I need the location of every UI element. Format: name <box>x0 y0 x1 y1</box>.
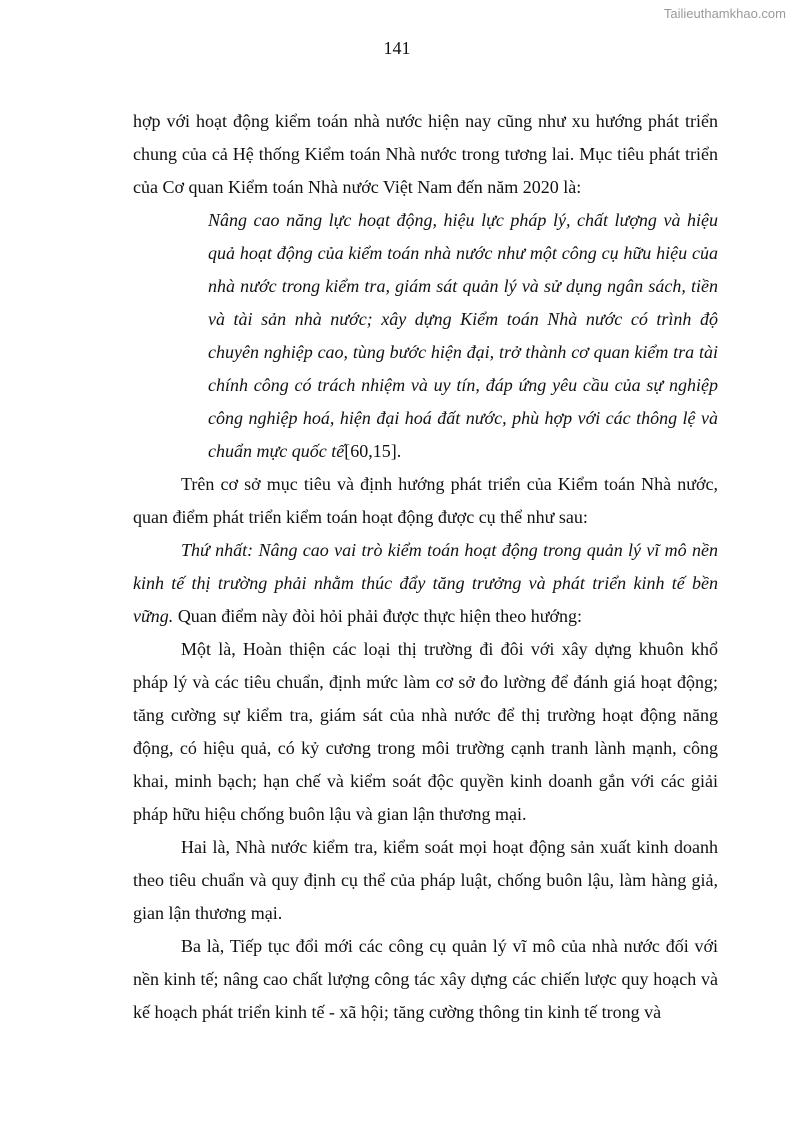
citation-reference: [60,15]. <box>344 441 402 461</box>
block-quote <box>208 204 718 468</box>
watermark: Tailieuthamkhao.com <box>663 6 786 21</box>
paragraph-three: Ba là, Tiếp tục đổi mới các công cụ quản lý vĩ mô của nhà nước đối với nền kinh tế; nâng cao chất lượng công tác xây dựng các chiến lược quy hoạch và kế hoạch phát triển kinh tế - xã hội; tăng cường thông tin kinh tế trong và <box>133 936 718 1022</box>
paragraph-one: Một là, Hoàn thiện các loại thị trường đi đôi với xây dựng khuôn khổ pháp lý và các tiêu chuẩn, định mức làm cơ sở đo lường để đánh giá hoạt động; tăng cường sự kiểm tra, giám sát của nhà nước để thị trường hoạt động năng động, có hiệu quả, có kỷ cương trong môi trường cạnh tranh lành mạnh, công khai, minh bạch; hạn chế và kiểm soát độc quyền kinh doanh gắn với các giải pháp hữu hiệu chống buôn lậu và gian lận thương mại. <box>133 639 718 824</box>
paragraph-two: Hai là, Nhà nước kiểm tra, kiểm soát mọi hoạt động sản xuất kinh doanh theo tiêu chuẩn và quy định cụ thể của pháp luật, chống buôn lậu, làm hàng giả, gian lận thương mại. <box>133 837 718 923</box>
first-point-text: Quan điểm này đòi hỏi phải được thực hiện theo hướng: <box>173 606 583 626</box>
quote-text: Nâng cao năng lực hoạt động, hiệu lực pháp lý, chất lượng và hiệu quả hoạt động của kiểm toán nhà nước như một công cụ hữu hiệu của nhà nước trong kiểm tra, giám sát quản lý và sử dụng ngân sách, tiền và tài sản nhà nước; xây dựng Kiểm toán Nhà nước có trình độ chuyên nghiệp cao, tùng bước hiện đại, trở thành cơ quan kiểm tra tài chính công có trách nhiệm và uy tín, đáp ứng yêu cầu của sự nghiệp công nghiệp hoá, hiện đại hoá đất nước, phù hợp với các thông lệ và chuẩn mực quốc tế <box>208 210 718 461</box>
paragraph-viewpoint-intro: Trên cơ sở mục tiêu và định hướng phát triển của Kiểm toán Nhà nước, quan điểm phát triển kiểm toán hoạt động được cụ thể như sau: <box>133 474 718 527</box>
paragraph-intro: hợp với hoạt động kiểm toán nhà nước hiện nay cũng như xu hướng phát triển chung của cả Hệ thống Kiểm toán Nhà nước trong tương lai. Mục tiêu phát triển của Cơ quan Kiểm toán Nhà nước Việt Nam đến năm 2020 là: <box>133 111 718 197</box>
document-body <box>133 105 718 1029</box>
page-number: 141 <box>383 38 411 58</box>
paragraph-first-point <box>133 534 718 633</box>
first-point-heading: Thứ nhất: Nâng cao vai trò kiểm toán hoạt động trong quản lý vĩ mô nền kinh tế thị trường phải nhằm thúc đẩy tăng trưởng và phát triển kinh tế bền vững. <box>133 540 718 626</box>
